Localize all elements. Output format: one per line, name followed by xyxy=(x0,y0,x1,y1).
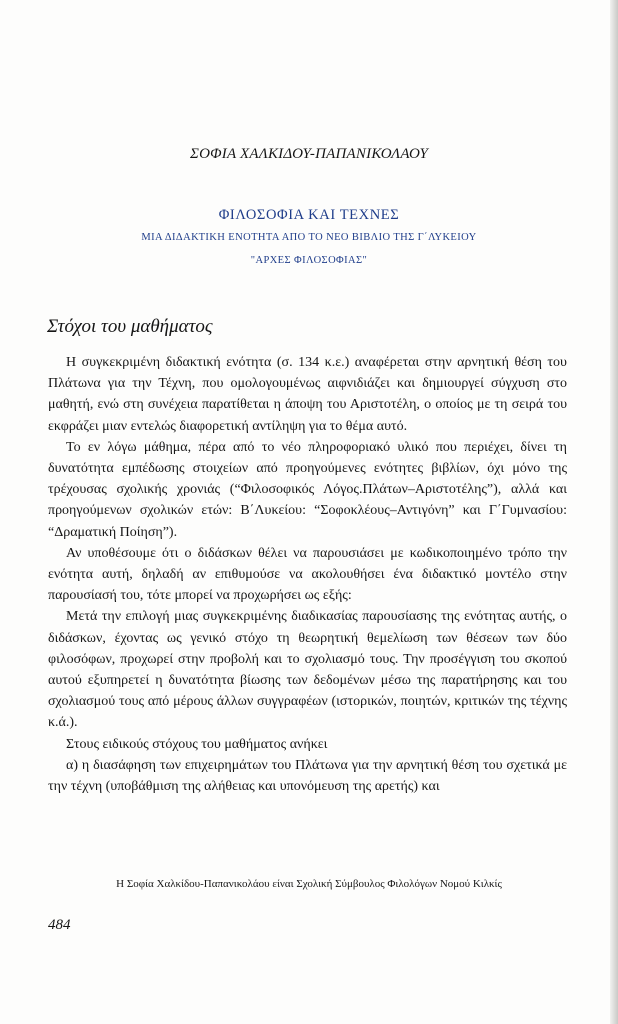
article-subtitle: ΜΙΑ ΔΙΔΑΚΤΙΚΗ ΕΝΟΤΗΤΑ ΑΠΟ ΤΟ ΝΕΟ ΒΙΒΛΙΟ ΤΗΣ Γ΄ΛΥΚΕΙΟΥ xyxy=(141,232,477,243)
scan-edge-shadow xyxy=(610,0,618,1024)
book-title: "ΑΡΧΕΣ ΦΙΛΟΣΟΦΙΑΣ" xyxy=(250,255,368,266)
paragraph: Αν υποθέσουμε ότι ο διδάσκων θέλει να παρουσιάσει με κωδικοποιημένο τρόπο την ενότητα αυτή, δηλαδή αν επιθυμούσε να ακολουθήσει ένα διδακτικό μοντέλο στην παρουσίασή του, τότε μπορεί να προχωρήσει ως εξής: xyxy=(48,545,567,604)
paragraph: α) η διασάφηση των επιχειρημάτων του Πλάτωνα για την αρνητική θέση του σχετικά με την τέχνη (υποβάθμιση της αλήθειας και υπονόμευση της αρετής) και xyxy=(48,757,567,795)
paragraph: Η συγκεκριμένη διδακτική ενότητα (σ. 134 κ.ε.) αναφέρεται στην αρνητική θέση του Πλάτωνα για την Τέχνη, που ομολογουμένως αιφνιδιάζει και δημιουργεί σύγχυση στο μαθητή, ενώ στη συνέχεια παρατίθεται η άποψη του Αριστοτέλη, ο οποίος με τη σειρά του εκφράζει μιαν εντελώς διαφορετική αντίληψη για το θέμα αυτό. xyxy=(48,355,567,434)
section-heading: Στόχοι του μαθήματος xyxy=(47,316,213,337)
paragraph: Το εν λόγω μάθημα, πέρα από το νέο πληροφοριακό υλικό που περιέχει, δίνει τη δυνατότητα εμπέδωσης στοιχείων από προηγούμενες ενότητες βιβλίων, όχι μόνο της τρέχουσας σχολικής χρονιάς (“Φιλοσοφικός Λόγος.Πλάτων–Αριστοτέλης”), αλλά και προηγούμενων σχολικών ετών: Β΄Λυκείου: “Σοφοκλέους–Αντιγόνη” και Γ΄Γυμνασίου: “Δραματική Ποίηση”). xyxy=(48,439,567,540)
paragraph: Μετά την επιλογή μιας συγκεκριμένης διαδικασίας παρουσίασης της ενότητας αυτής, ο διδάσκων, έχοντας ως γενικό στόχο τη θεωρητική θεμελίωση των θέσεων των δύο φιλοσόφων, προχωρεί στην προβολή και το σχολιασμό τους. Την προσέγγιση του σκοπού αυτού εξυπηρετεί η δυνατότητα βίωσης των δεδομένων μέσω της παρατήρησης και του σχολιασμού τους από μέρους άλλων συγγραφέων (ιστορικών, ποιητών, κριτικών της τέχνης κ.ά.). xyxy=(48,609,567,731)
article-title-block xyxy=(0,205,618,272)
paragraph: Στους ειδικούς στόχους του μαθήματος ανήκει xyxy=(66,736,328,752)
author-footnote: Η Σοφία Χαλκίδου-Παπανικολάου είναι Σχολική Σύμβουλος Φιλολόγων Νομού Κιλκίς xyxy=(116,878,502,890)
page-number: 484 xyxy=(48,917,71,933)
article-title: ΦΙΛΟΣΟΦΙΑ ΚΑΙ ΤΕΧΝΕΣ xyxy=(218,207,400,223)
author-name: ΣΟΦΙΑ ΧΑΛΚΙΔΟΥ-ΠΑΠΑΝΙΚΟΛΑΟΥ xyxy=(189,146,428,162)
body-text xyxy=(48,352,567,797)
